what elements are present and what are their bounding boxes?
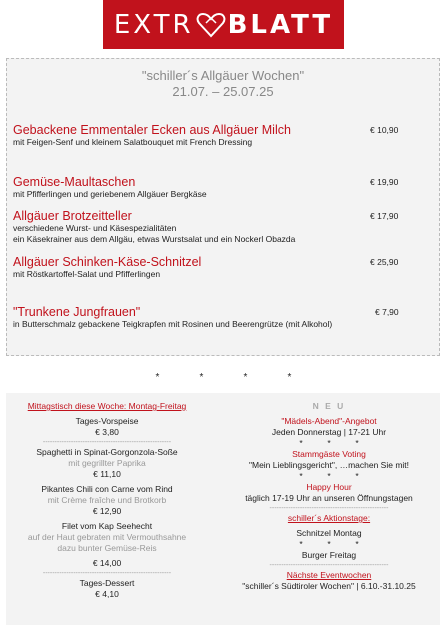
menu-item-desc: ein Käsekrainer aus dem Allgäu, etwas Wurstsalat und ein Nockerl Obazda [13,234,296,244]
mini-star-divider [224,539,434,550]
happy-hour-title: Happy Hour [306,482,352,492]
week-title: "schiller´s Allgäuer Wochen" [141,68,305,83]
menu-item-price: € 7,90 [375,307,399,317]
menu-item [13,175,435,200]
week-dates: 21.07. – 25.07.25 [172,84,274,99]
divider: ------------------------------------------------------- [42,570,172,577]
star-glyph: * [199,372,204,383]
menu-item-desc: verschiedene Wurst- und Käsespezialitäten [13,223,177,233]
lunch-dish-price: € 14,00 [92,558,122,568]
menu-item-desc: mit Feigen-Senf und kleinem Salatbouquet mit French Dressing [13,137,253,147]
happy-hour-text: täglich 17-19 Uhr an unseren Öffnungstagen [245,493,413,503]
dessert-price: € 4,10 [95,589,119,599]
star-glyph: * [327,438,331,448]
dessert-label: Tages-Dessert [79,578,135,588]
menu-item-price: € 19,90 [370,177,399,187]
star-glyph: * [355,539,359,549]
starter-label: Tages-Vorspeise [75,416,139,426]
menu-item-name: Gebackene Emmentaler Ecken aus Allgäuer Milch [13,123,291,137]
mini-star-divider [224,438,434,449]
starter-price: € 3,80 [95,427,119,437]
aktion-title: schiller´s Aktionstage: [287,513,371,523]
info-panel [6,393,440,625]
star-divider [0,372,447,383]
lunch-heading: Mittagstisch diese Woche: Montag-Freitag [27,401,187,411]
star-glyph: * [299,539,303,549]
menu-item-price: € 25,90 [370,257,399,267]
lunch-column [12,401,202,600]
lunch-dish-name: Spaghetti in Spinat-Gorgonzola-Soße [36,447,178,457]
lunch-dish-sub: auf der Haut gebraten mit Vermouthsahne [27,532,187,542]
news-heading: N E U [312,401,346,411]
menu-item-name: Allgäuer Schinken-Käse-Schnitzel [13,255,202,269]
menu-item-price: € 17,90 [370,211,399,221]
lunch-dish-sub: dazu bunter Gemüse-Reis [57,543,157,553]
menu-item-desc: mit Röstkartoffel-Salat und Pfifferlingen [13,269,161,279]
aktion-item: Schnitzel Montag [296,528,362,538]
news-column [224,401,434,592]
menu-item [13,123,435,148]
divider: --------------------------------------------------- [269,505,389,512]
event-title: Nächste Eventwochen [286,570,372,580]
star-glyph: * [299,471,303,481]
star-glyph: * [327,471,331,481]
lunch-dish-name: Pikantes Chili con Carne vom Rind [41,484,173,494]
lunch-dish-price: € 12,90 [92,506,122,516]
menu-item-name: Allgäuer Brotzeitteller [13,209,132,223]
star-glyph: * [327,539,331,549]
lunch-dish-sub: mit Crème fraîche und Brotkorb [47,495,167,505]
menu-item-name: "Trunkene Jungfrauen" [13,305,141,319]
star-glyph: * [287,372,292,383]
star-glyph: * [243,372,248,383]
maedels-title: "Mädels-Abend"-Angebot [281,416,377,426]
star-glyph: * [299,438,303,448]
logo-text-left: EXTR [113,9,194,40]
divider: --------------------------------------------------- [269,562,389,569]
event-text: "schiller´s Südtiroler Wochen" | 6.10.-31.10.25 [242,581,416,591]
menu-item [13,255,435,280]
heart-icon [196,12,226,38]
divider: ------------------------------------------------------- [42,439,172,446]
lunch-dish-price: € 11,10 [93,469,121,479]
star-glyph: * [355,471,359,481]
star-glyph: * [155,372,160,383]
lunch-dish-sub: mit gegrillter Paprika [68,458,146,468]
star-glyph: * [355,438,359,448]
maedels-when: Jeden Donnerstag | 17-21 Uhr [271,427,387,437]
lunch-dish-name: Filet vom Kap Seehecht [61,521,153,531]
menu-item [13,305,435,330]
menu-item-price: € 10,90 [370,125,399,135]
weekly-menu-panel [6,58,440,356]
logo-text-right: BLATT [227,9,334,40]
voting-title: Stammgäste Voting [292,449,366,459]
aktion-item: Burger Freitag [301,550,357,560]
extrablatt-logo [103,0,344,49]
menu-item-desc: mit Pfifferlingen und geriebenem Allgäuer Bergkäse [13,189,207,199]
menu-item-name: Gemüse-Maultaschen [13,175,136,189]
menu-item [13,209,435,245]
mini-star-divider [224,471,434,482]
menu-item-desc: in Butterschmalz gebackene Teigkrapfen mit Rosinen und Beerengrütze (mit Alkohol) [13,319,333,329]
voting-text: "Mein Lieblingsgericht", …machen Sie mit! [248,460,410,470]
